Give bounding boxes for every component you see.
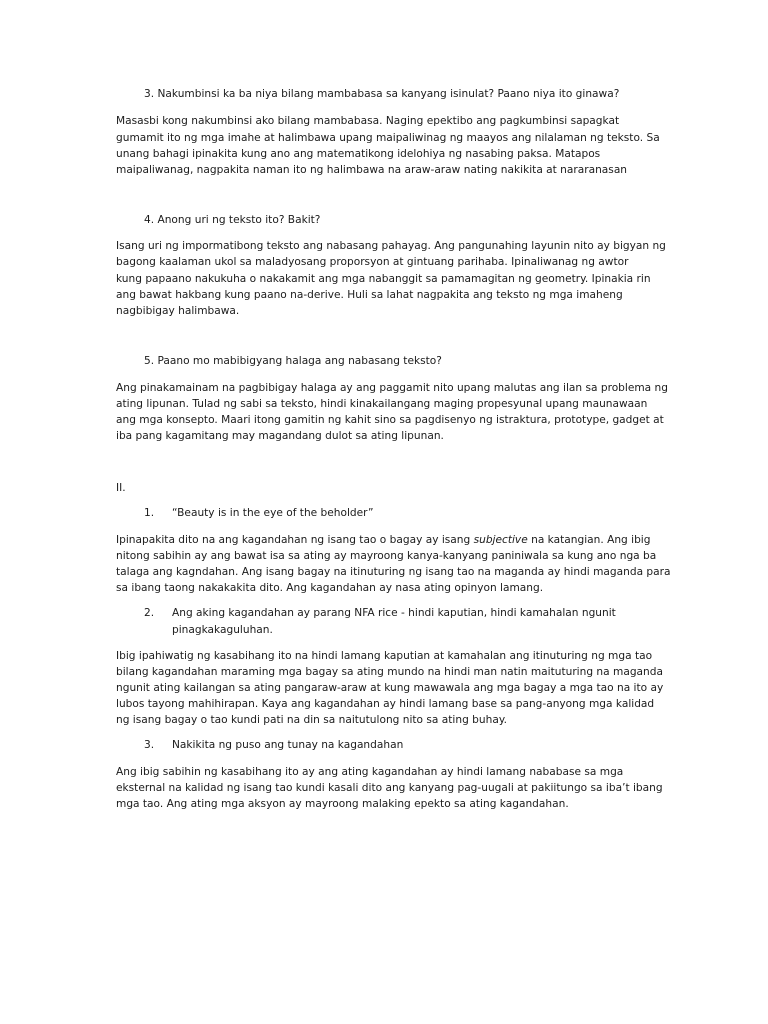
- item-2-answer-line: ng isang bagay o tao kundi pati na din sa naitutulong nito sa ating buhay.: [116, 714, 507, 726]
- question-5: 5. Paano mo mabibigyang halaga ang nabasang teksto?: [144, 355, 442, 367]
- item-2-number: 2.: [144, 607, 155, 619]
- item-3-title: Nakikita ng puso ang tunay na kagandahan: [172, 739, 404, 751]
- item-2-answer-line: bilang kagandahan maraming mga bagay sa ating mundo na hindi man natin maituturing na maganda: [116, 666, 663, 678]
- item-1-answer-first-line: [116, 534, 650, 546]
- item-2-answer-line: lubos tayong mahihirapan. Kaya ang kagandahan ay hindi lamang base sa pang-anyong mga kalidad: [116, 698, 655, 710]
- answer-3-line: gumamit ito ng mga imahe at halimbawa upang maipaliwinag ng maayos ang nilalaman ng teksto. Sa: [116, 132, 660, 144]
- item-3-answer-line: mga tao. Ang ating mga aksyon ay mayroong malaking epekto sa ating kagandahan.: [116, 798, 569, 810]
- item-1-title: “Beauty is in the eye of the beholder”: [172, 507, 374, 519]
- item-2-answer-line: Ibig ipahiwatig ng kasabihang ito na hindi lamang kaputian at kamahalan ang itinuturing ng mga tao: [116, 650, 653, 662]
- item-3-answer-line: eksternal na kalidad ng isang tao kundi kasali dito ang kanyang pag-uugali at pakiitungo sa iba’t ibang: [116, 782, 663, 794]
- item-1-answer-line: sa ibang taong nakakakita dito. Ang kagandahan ay nasa ating opinyon lamang.: [116, 582, 544, 594]
- item-1-answer-line: nitong sabihin ay ang bawat isa sa ating ay mayroong kanya-kanyang paniniwala sa kung ano nga ba: [116, 550, 657, 562]
- item-2-answer-line: ngunit ating kailangan sa ating pangaraw-araw at kung mawawala ang mga bagay a mga tao na ito ay: [116, 682, 664, 694]
- answer-4-line: bagong kaalaman ukol sa maladyosang proporsyon at gintuang parihaba. Ipinaliwanag ng awtor: [116, 256, 629, 268]
- answer-3-line: unang bahagi ipinakita kung ano ang matematikong idelohiya ng nasabing paksa. Matapos: [116, 148, 601, 160]
- item-1-italic-term: subjective: [473, 534, 528, 546]
- question-3: 3. Nakumbinsi ka ba niya bilang mambabasa sa kanyang isinulat? Paano niya ito ginawa?: [144, 88, 620, 100]
- answer-3-line: maipaliwanag, nagpakita naman ito ng halimbawa na araw-araw nating nakikita at nararanasan: [116, 164, 628, 176]
- answer-5-line: iba pang kagamitang may magandang dulot sa ating lipunan.: [116, 430, 444, 442]
- answer-4-line: ang bawat hakbang kung paano na-derive. Huli sa lahat nagpakita ang teksto ng mga imaheng: [116, 289, 623, 301]
- question-4: 4. Anong uri ng teksto ito? Bakit?: [144, 214, 321, 226]
- answer-3-line: Masasbi kong nakumbinsi ako bilang mambabasa. Naging epektibo ang pagkumbinsi sapagkat: [116, 115, 620, 127]
- item-1-number: 1.: [144, 507, 155, 519]
- answer-5-line: ang mga konsepto. Maari itong gamitin ng kahit sino sa pagdisenyo ng istraktura, prototype, gadget at: [116, 414, 664, 426]
- answer-4-line: kung papaano nakukuha o nakakamit ang mga nabanggit sa pamamagitan ng geometry. Ipinakia rin: [116, 273, 651, 285]
- item-2-title-cont: pinagkakaguluhan.: [172, 624, 273, 636]
- item-3-number: 3.: [144, 739, 155, 751]
- answer-4-line: nagbibigay halimbawa.: [116, 305, 240, 317]
- item-2-title: Ang aking kagandahan ay parang NFA rice - hindi kaputian, hindi kamahalan ngunit: [172, 607, 616, 619]
- item-1-text-before: Ipinapakita dito na ang kagandahan ng isang tao o bagay ay isang: [116, 534, 474, 546]
- section-heading: II.: [116, 482, 126, 494]
- answer-5-line: Ang pinakamainam na pagbibigay halaga ay ang paggamit nito upang malutas ang ilan sa problema ng: [116, 382, 668, 394]
- item-1-answer-line: talaga ang kagndahan. Ang isang bagay na itinuturing ng isang tao na maganda ay hindi maganda para: [116, 566, 671, 578]
- answer-4-line: Isang uri ng impormatibong teksto ang nabasang pahayag. Ang pangunahing layunin nito ay bigyan ng: [116, 240, 666, 252]
- item-1-text-after: na katangian. Ang ibig: [527, 534, 651, 546]
- item-3-answer-line: Ang ibig sabihin ng kasabihang ito ay ang ating kagandahan ay hindi lamang nababase sa mga: [116, 766, 624, 778]
- answer-5-line: ating lipunan. Tulad ng sabi sa teksto, hindi kinakailangang maging propesyunal upang maunawaan: [116, 398, 648, 410]
